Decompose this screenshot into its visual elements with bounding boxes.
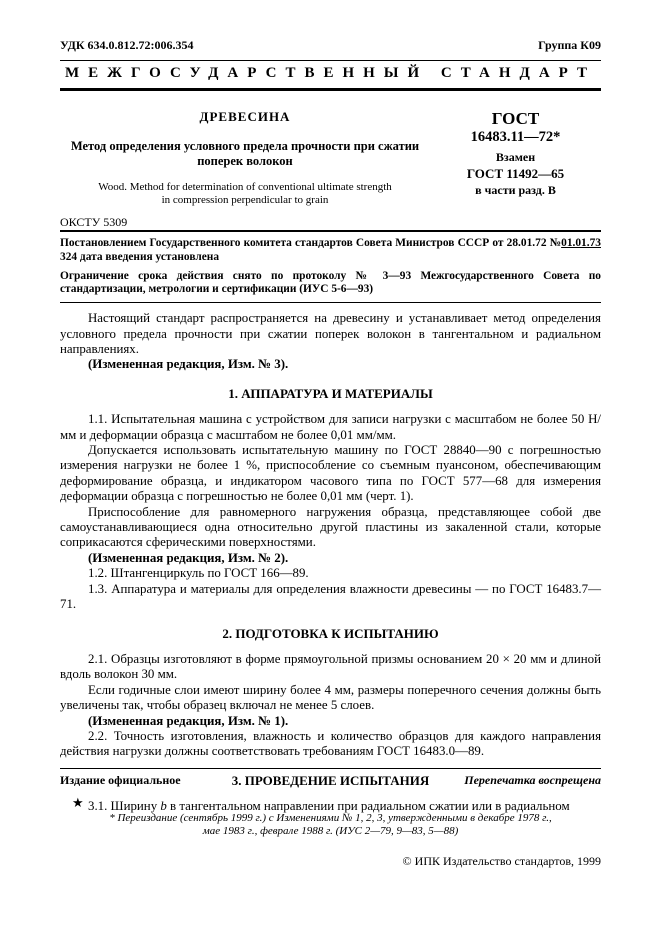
footnote-line1: * Переиздание (сентябрь 1999 г.) с Изменениями № 1, 2, 3, утвержденными в декабре 1978 г., [109,812,552,824]
section-3-heading: 3. ПРОВЕДЕНИЕ ИСПЫТАНИЯ [231,772,430,788]
footnote-line2: мае 1983 г., феврале 1988 г. (ИУС 2—79, 9—83, 5—88) [202,825,459,837]
footnote-star-icon: ★ [72,795,84,810]
amendment-note-2: (Измененная редакция, Изм. № 2). [88,550,289,565]
paragraph-3-1-pre: 3.1. Ширину [88,799,161,814]
reissue-footnote [60,812,601,838]
subject-title: ДРЕВЕСИНА [199,109,291,124]
standard-title-ru: Метод определения условного предела прочности при сжатии поперек волокон [70,139,420,168]
document-codes-row [60,38,601,53]
footer-rule [60,768,601,769]
amendment-note-3: (Измененная редакция, Изм. № 3). [88,357,289,372]
paragraph-1-1: 1.1. Испытательная машина с устройством для записи нагрузки с масштабом не более 50 Н/мм и деформации образца с масштабом не более 0,01 мм/мм. [60,412,601,442]
replaces-label: Взамен [495,150,536,164]
title-right-column [430,91,601,230]
section-2-heading: 2. ПОДГОТОВКА К ИСПЫТАНИЮ [222,625,439,641]
paragraph-2-1: 2.1. Образцы изготовляют в форме прямоугольной призмы основанием 20 × 20 мм и длиной вдоль волокон 30 мм. [60,651,601,682]
paragraph-1-1b: Приспособление для равномерного нагружения образца, представляющее собой две самоустанавливающиеся одна относительно другой пластины из закаленной стали, которые соприкасаются сферическими поверхностями. [60,504,601,550]
udk-code: УДК 634.0.812.72:006.354 [60,38,194,52]
standard-title-en [60,181,430,207]
document-body [60,311,601,814]
copyright-notice: © ИПК Издательство стандартов, 1999 [402,854,601,868]
paragraph-1-2: 1.2. Штангенциркуль по ГОСТ 166—89. [88,566,309,581]
title-left-column [60,91,430,230]
title-header [60,91,601,230]
replaces-number: ГОСТ 11492—65 [466,166,565,181]
effective-date: 01.01.73 [561,237,601,249]
amendment-note-1: (Измененная редакция, Изм. № 1). [88,713,289,728]
replaces-part: в части разд. В [475,183,556,197]
paragraph-1-1a: Допускается использовать испытательную машину по ГОСТ 28840—90 с погрешностью измерения нагрузки не более 1 %, приспособление со съемным пуансоном, обеспечивающим деформирование образца, и индикатором часового типа по ГОСТ 577—68 для измерения деформации образца с погрешностью не более 0,01 мм (черт. 1). [60,443,601,504]
paragraph-3-1-post: в тангентальном направлении при радиальном сжатии или в радиальном [166,799,570,814]
paragraph-2-1a: Если годичные слои имеют ширину более 4 мм, размеры поперечного сечения должны быть увеличены так, чтобы образец включал не менее 5 слоев. [60,682,601,713]
paragraph-1-3: 1.3. Аппаратура и материалы для определения влажности древесины — по ГОСТ 16483.7—71. [60,581,601,612]
section-1-heading: 1. АППАРАТУРА И МАТЕРИАЛЫ [228,385,433,401]
gost-label: ГОСТ [491,109,540,128]
paragraph-2-2: 2.2. Точность изготовления, влажность и количество образцов для каждого направления действия нагрузки должны соответствовать требованиям ГОСТ 16483.0—89. [60,728,601,759]
okstu-code: ОКСТУ 5309 [60,215,128,229]
gost-number: 16483.11—72* [470,129,561,145]
paragraph-3-1-variable: b [160,799,167,814]
reprint-forbidden-label: Перепечатка воспрещена [464,773,601,787]
decree-text: Постановлением Государственного комитета стандартов Совета Министров СССР от 28.01.72 № 324 дата введения установлена [60,237,562,263]
limitation-paragraph: Ограничение срока действия снято по протоколу № 3—93 Межгосударственного Совета по стандартизации, метрологии и сертификации (ИУС 5-6—93) [60,269,601,296]
preamble-bottom-rule [60,302,601,303]
page-footer [60,768,601,869]
standard-banner: МЕЖГОСУДАРСТВЕННЫЙ СТАНДАРТ [64,65,597,81]
footer-row [60,773,601,788]
official-edition-label: Издание официальное [60,773,181,787]
decree-paragraph [60,237,601,265]
preamble-top-rule [60,230,601,232]
title-en-line1: Wood. Method for determination of conventional ultimate strength [98,181,392,193]
group-code: Группа К09 [538,38,601,52]
title-en-line2: in compression perpendicular to grain [161,194,329,206]
scope-paragraph: Настоящий стандарт распространяется на древесину и устанавливает метод определения условного предела прочности при сжатии поперек волокон в тангентальном и радиальном направлениях. [60,311,601,356]
